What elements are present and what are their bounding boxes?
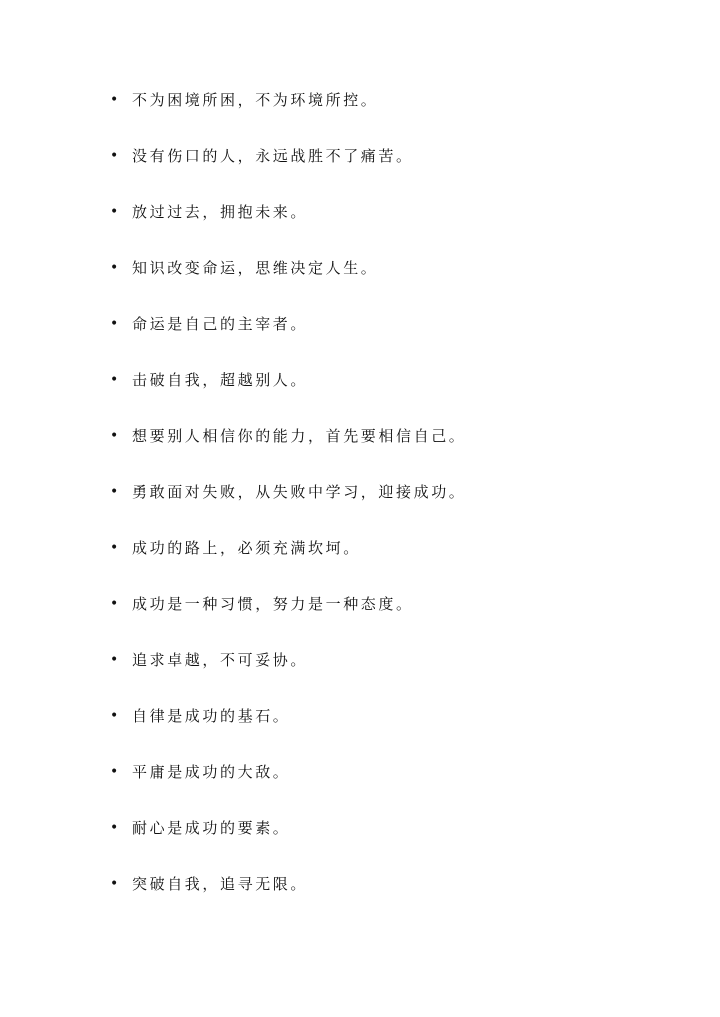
quote-text: 成功是一种习惯，努力是一种态度。 [132, 595, 414, 613]
bullet-icon: • [110, 260, 119, 276]
list-item [110, 646, 670, 702]
bullet-icon: • [110, 876, 119, 892]
bullet-icon: • [110, 92, 119, 108]
bullet-icon: • [110, 820, 119, 836]
list-item [110, 590, 670, 646]
list-item [110, 86, 670, 142]
bullet-icon: • [110, 484, 119, 500]
quote-text: 没有伤口的人，永远战胜不了痛苦。 [132, 147, 414, 165]
bullet-icon: • [110, 428, 119, 444]
quote-text: 放过过去，拥抱未来。 [132, 203, 309, 221]
bullet-icon: • [110, 764, 119, 780]
quote-text: 成功的路上，必须充满坎坷。 [132, 539, 361, 557]
list-item [110, 422, 670, 478]
list-item [110, 478, 670, 534]
bullet-icon: • [110, 204, 119, 220]
quote-text: 突破自我，追寻无限。 [132, 875, 309, 893]
quote-text: 知识改变命运，思维决定人生。 [132, 259, 379, 277]
quote-text: 击破自我，超越别人。 [132, 371, 309, 389]
list-item [110, 870, 670, 926]
quote-text: 不为困境所困，不为环境所控。 [132, 91, 379, 109]
list-item [110, 366, 670, 422]
quote-text: 想要别人相信你的能力，首先要相信自己。 [132, 427, 467, 445]
list-item [110, 702, 670, 758]
quote-text: 追求卓越，不可妥协。 [132, 651, 309, 669]
quote-list [110, 86, 670, 926]
bullet-icon: • [110, 316, 119, 332]
bullet-icon: • [110, 148, 119, 164]
bullet-icon: • [110, 372, 119, 388]
bullet-icon: • [110, 652, 119, 668]
list-item [110, 198, 670, 254]
quote-text: 命运是自己的主宰者。 [132, 315, 309, 333]
quote-text: 勇敢面对失败，从失败中学习，迎接成功。 [132, 483, 467, 501]
list-item [110, 142, 670, 198]
bullet-icon: • [110, 540, 119, 556]
list-item [110, 814, 670, 870]
list-item [110, 310, 670, 366]
list-item [110, 758, 670, 814]
quote-text: 平庸是成功的大敌。 [132, 763, 291, 781]
list-item [110, 254, 670, 310]
bullet-icon: • [110, 708, 119, 724]
list-item [110, 534, 670, 590]
quote-text: 耐心是成功的要素。 [132, 819, 291, 837]
bullet-icon: • [110, 596, 119, 612]
quote-text: 自律是成功的基石。 [132, 707, 291, 725]
